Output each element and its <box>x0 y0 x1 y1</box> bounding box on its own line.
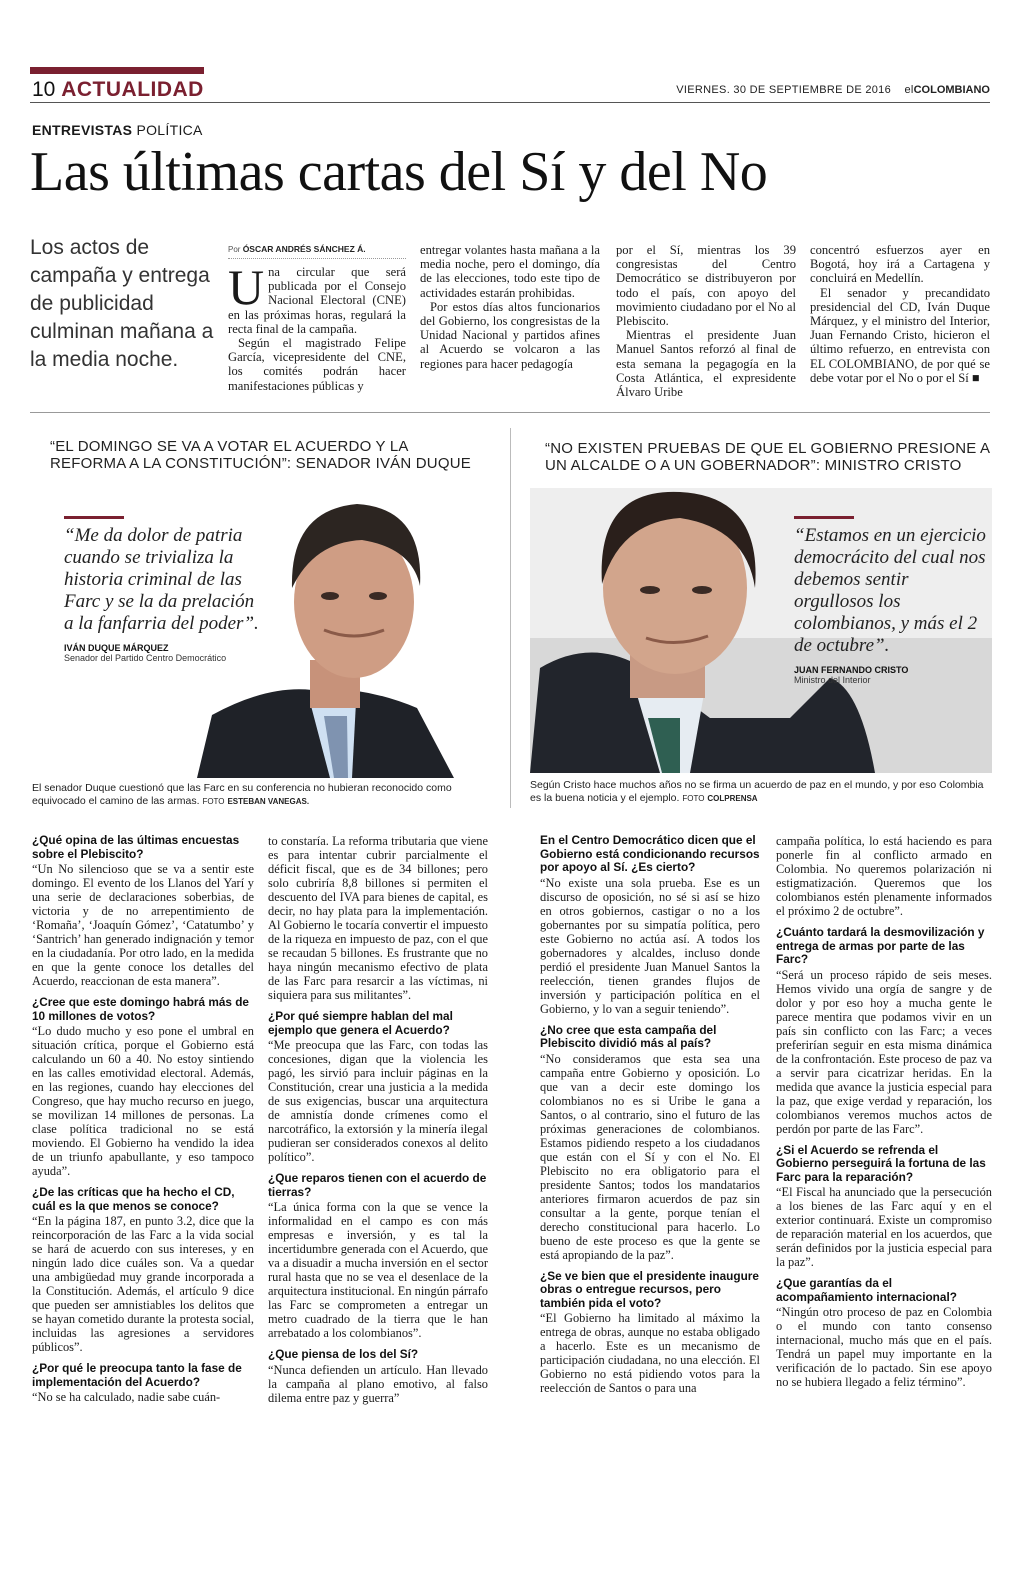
answer: “Me preocupa que las Farc, con todas las concesiones, digan que la violencia les pagó, les sirvió para incluir páginas en la Constitución, crear una justicia a la medida de sus exigencias, buscar una arquitectura de amnistía donde crímenes como el narcotráfico, la extorsión y la minería ilegal pudieran ser considerados conexos al delito político”. <box>268 1038 488 1164</box>
answer: “No existe una sola prueba. Ese es un discurso de oposición, no sé si así se hizo en otros gobiernos, castigar o no a los gobernantes por su simpatía política, pero este Gobierno no actúa así. A todos los gobernadores y alcaldes, incluso donde perdió el presidente Juan Manuel Santos la reelección, tienen grandes flujos de inversión y participación política en el Gobierno, y lo van a seguir teniendo”. <box>540 875 760 1016</box>
paper-prefix: el <box>904 84 914 96</box>
question: ¿Cree que este domingo habrá más de 10 millones de votos? <box>32 995 249 1023</box>
cristo-role: Ministro del Interior <box>794 675 871 685</box>
duque-role: Senador del Partido Centro Democrático <box>64 653 227 663</box>
qa-column-3 <box>540 834 760 1395</box>
intro-column-2: entregar volantes hasta mañana a la media noche, pero el domingo, día de las elecciones, todo este tipo de actividades estarán prohibidas. Por estos días altos funcionarios del Gobierno, los congresistas de la Unidad Nacional y partidos afines al Acuerdo se volcaron a las regiones para hacer pedagogía <box>420 243 600 371</box>
cristo-name: JUAN FERNANDO CRISTO <box>794 665 909 675</box>
answer: “Lo dudo mucho y eso pone el umbral en situación crítica, porque el Gobierno está calculando un 60 a 40. No estoy sintiendo en las calles emotividad electoral. Además, en las regiones, cuando hay elecciones del Congreso, que hay mucho recurso en juego, se movilizan 14 millones de personas. La clase política tradicional no se está moviendo. El Gobierno ha vendido la idea de un triunfo apabullante, y eso tampoco ayuda”. <box>32 1024 254 1178</box>
answer: campaña política, lo está haciendo es para ponerle fin al conflicto armado en Colombia. No queremos polarización ni estigmatización. Queremos que los colombianos estén plenamente informados el próximo 2 de octubre”. <box>776 834 992 918</box>
question: ¿Por qué siempre hablan del mal ejemplo que genera el Acuerdo? <box>268 1009 453 1037</box>
cristo-photo-credit: COLPRENSA <box>707 794 758 803</box>
answer: “Un No silencioso que se va a sentir este domingo. El evento de los Llanos del Yarí y una serie de declaraciones soberbias, de victoria y de no arrepentimiento de ‘Romaña’, ‘Joaquín Gómez’, ‘Catatumbo’ y ‘Santrich’ han generado indignación y temor en la ciudadanía. Por otro lado, en la medida en que la gente conoce los detalles del Acuerdo, reaccionan de esta manera”. <box>32 862 254 988</box>
kicker-bold: ENTREVISTAS <box>32 122 133 138</box>
answer: “No se ha calculado, nadie sabe cuán- <box>32 1390 221 1404</box>
duque-name: IVÁN DUQUE MÁRQUEZ <box>64 643 169 653</box>
drop-cap: U <box>228 259 265 315</box>
issue-date: VIERNES. 30 DE SEPTIEMBRE DE 2016 <box>676 84 891 96</box>
header-rule <box>30 102 990 103</box>
duque-caption: El senador Duque cuestionó que las Farc en su conferencia no hubieran reconocido como equivocado el camino de las armas. FOTO ESTEBAN VANEGAS. <box>32 782 452 807</box>
page-number: 10 <box>32 78 56 101</box>
answer: “Nunca defienden un artículo. Han llevado la campaña al plano emotivo, al falso dilema entre paz y guerra” <box>268 1362 488 1405</box>
question: ¿Qué opina de las últimas encuestas sobre el Plebiscito? <box>32 833 240 861</box>
section-name: ACTUALIDAD <box>61 78 204 101</box>
kicker <box>32 122 203 138</box>
question: ¿Que piensa de los del Sí? <box>268 1347 419 1361</box>
answer: “No consideramos que esta sea una campaña entre Gobierno y oposición. Lo que van a decir este domingo los colombianos no es si Uribe le gana a Santos, o al contrario, sino el futuro de las próximas generaciones de colombianos. Estamos pidiendo respeto a los ciudadanos que están con el Sí y con el No. El Plebiscito no era obligatorio para el presidente Santos; todos los mandatarios anteriores firmaron acuerdos de paz sin consultar a la gente, porque tenían el derecho constitucional para hacerlo. Lo bueno de este proceso es que la gente se está apropiando de la paz”. <box>540 1051 760 1262</box>
answer: “En la página 187, en punto 3.2, dice que la reincorporación de las Farc a la vida social se hará de acuerdo con sus intereses, y en ningún lado dice cuáles son. Va a quedar una ambigüedad muy grande incorporada a la Constitución. Además, el artículo 9 dice que pueden ser amnistiables los delitos que se hayan cometido durante la protesta social, incluidas las agresiones a servidores públicos”. <box>32 1214 254 1354</box>
pullquote-accent <box>64 516 124 519</box>
question: ¿Que reparos tienen con el acuerdo de tierras? <box>268 1171 487 1199</box>
question: ¿De las críticas que ha hecho el CD, cuál es la que menos se conoce? <box>32 1185 235 1213</box>
answer: “El Gobierno ha limitado al máximo la entrega de obras, aunque no estaba obligado a hacerlo. Este es un mecanismo de participación ciudadana, no una elección. El Gobierno no está pidiendo votos para la reelección de Santos o para una <box>540 1311 760 1395</box>
section-divider <box>30 412 990 413</box>
answer: “La única forma con la que se vence la informalidad en el campo es con más empresas e inversión, y es tal la incertidumbre generada con el Acuerdo, que va a disuadir a mucha inversión en el sector rural hasta que no se vea el desenlace de la arquitectura institucional. En ningún párrafo las Farc se comprometen a entregar un metro cuadrado de la tierra que le han arrebatado a los colombianos”. <box>268 1200 488 1340</box>
paper-name: COLOMBIANO <box>913 84 990 96</box>
question: ¿Si el Acuerdo se refrenda el Gobierno perseguirá la fortuna de las Farc para la reparación? <box>776 1142 986 1184</box>
section-accent-bar <box>30 67 204 74</box>
answer: to constaría. La reforma tributaria que viene es para intentar cubrir parcialmente el déficit fiscal, que es de 34 billones; pero solo cubriría 8,8 billones si permiten el descuento del IVA para bienes de capital, es decir, no hay plata para la implementación. Al Gobierno le tocaría convertir el impuesto de la riqueza en impuesto de paz, con el que se recaudan 5 billones. Es frustrante que no haya ningún mecanismo efectivo de plata de las Farc para resarcir a las víctimas, ni siquiera para sus militantes”. <box>268 834 488 1002</box>
question: ¿Cuánto tardará la desmovilización y entrega de armas por parte de las Farc? <box>776 925 985 966</box>
column-divider <box>510 428 511 808</box>
intro-column-1: Por ÓSCAR ANDRÉS SÁNCHEZ Á. U na circular que será publicada por el Consejo Nacional Electoral (CNE) en las próximas horas, regulará la recta final de la campaña. Según el magistrado Felipe García, vicepresidente del CNE, los comités podrán hacer manifestaciones públicas y <box>228 244 406 393</box>
lede: Los actos de campaña y entrega de publicidad culminan mañana a la media noche. <box>30 236 214 371</box>
qa-column-2 <box>268 834 488 1405</box>
answer: “Será un proceso rápido de seis meses. Hemos vivido una orgía de sangre y de dolor y por eso hoy a mucha gente le parece mentira que podamos vivir en un país sin conflicto con las Farc; a veces preferirían seguir en esta misma dinámica de la confrontación. Este proceso de paz va a servir para cicatrizar heridas. En la medida que avance la justicia especial para la paz, que exige verdad y reparación, los colombianos veremos muchos actos de perdón por parte de las Farc”. <box>776 967 992 1136</box>
cristo-caption: Según Cristo hace muchos años no se firma un acuerdo de paz en el mundo, y por eso Colombia es la buena noticia y el ejemplo. FOTO COLPRENSA <box>530 779 984 804</box>
duque-pullquote <box>64 516 266 663</box>
question: ¿Se ve bien que el presidente inaugure obras o entregue recursos, pero también pida el voto? <box>540 1268 759 1310</box>
answer: “El Fiscal ha anunciado que la persecución a los bienes de las Farc aquí y en el exterior continuará. Existe un compromiso de reparación material en los acuerdos, que serán definidos por la justicia especial para la paz”. <box>776 1185 992 1269</box>
duque-quote-text: “Me da dolor de patria cuando se trivializa la historia criminal de las Farc y se la da prelación a la fanfarria del poder”. <box>64 525 259 634</box>
kicker-light: POLÍTICA <box>136 122 203 138</box>
page-section-label <box>32 78 204 102</box>
question: ¿Que garantías da el acompañamiento internacional? <box>776 1276 957 1304</box>
duque-subhead: “EL DOMINGO SE VA A VOTAR EL ACUERDO Y LA REFORMA A LA CONSTITUCIÓN”: SENADOR IVÁN DUQUE <box>50 438 471 472</box>
cristo-subhead: “NO EXISTEN PRUEBAS DE QUE EL GOBIERNO PRESIONE A UN ALCALDE O A UN GOBERNADOR”: MINISTRO CRISTO <box>545 440 990 474</box>
question: ¿Por qué le preocupa tanto la fase de implementación del Acuerdo? <box>32 1361 242 1389</box>
byline-author: ÓSCAR ANDRÉS SÁNCHEZ Á. <box>242 244 366 254</box>
qa-column-4 <box>776 834 992 1389</box>
cristo-pullquote <box>794 516 990 685</box>
dateline <box>676 84 990 96</box>
intro-column-4: concentró esfuerzos ayer en Bogotá, hoy irá a Cartagena y concluirá en Medellín. El senador y precandidato presidencial del CD, Iván Duque Márquez, y el ministro del Interior, Juan Fernando Cristo, hicieron el último refuerzo, en entrevista con EL COLOMBIANO, de por qué se debe votar por el No o por el Sí ■ <box>810 243 990 385</box>
headline: Las últimas cartas del Sí y del No <box>30 141 768 203</box>
intro-column-3: por el Sí, mientras los 39 congresistas del Centro Democrático se distribuyeron por todo el país, con apoyo del movimiento ciudadano por el No al Plebiscito. Mientras el presidente Juan Manuel Santos reforzó al final de esta semana la pegagogía en la Costa Atlántica, el expresidente Álvaro Uribe <box>616 243 796 400</box>
byline: Por ÓSCAR ANDRÉS SÁNCHEZ Á. <box>228 244 406 259</box>
qa-column-1 <box>32 834 254 1404</box>
pullquote-accent <box>794 516 854 519</box>
cristo-quote-text: “Estamos en un ejercicio democrácito del cual nos debemos sentir orgullosos los colombianos, y más el 2 de octubre”. <box>794 525 986 656</box>
question: ¿No cree que esta campaña del Plebiscito dividió más al país? <box>540 1022 717 1050</box>
question: En el Centro Democrático dicen que el Gobierno está condicionando recursos por apoyo al Sí. ¿Es cierto? <box>540 833 760 874</box>
duque-photo-credit: ESTEBAN VANEGAS. <box>227 797 310 806</box>
answer: “Ningún otro proceso de paz en Colombia o el mundo con tanto consenso internacional, mucho más que en el país. Tendrá un papel muy importante en la verificación de lo pactado. Sin ese apoyo no se hubiera llegado a feliz término”. <box>776 1305 992 1389</box>
